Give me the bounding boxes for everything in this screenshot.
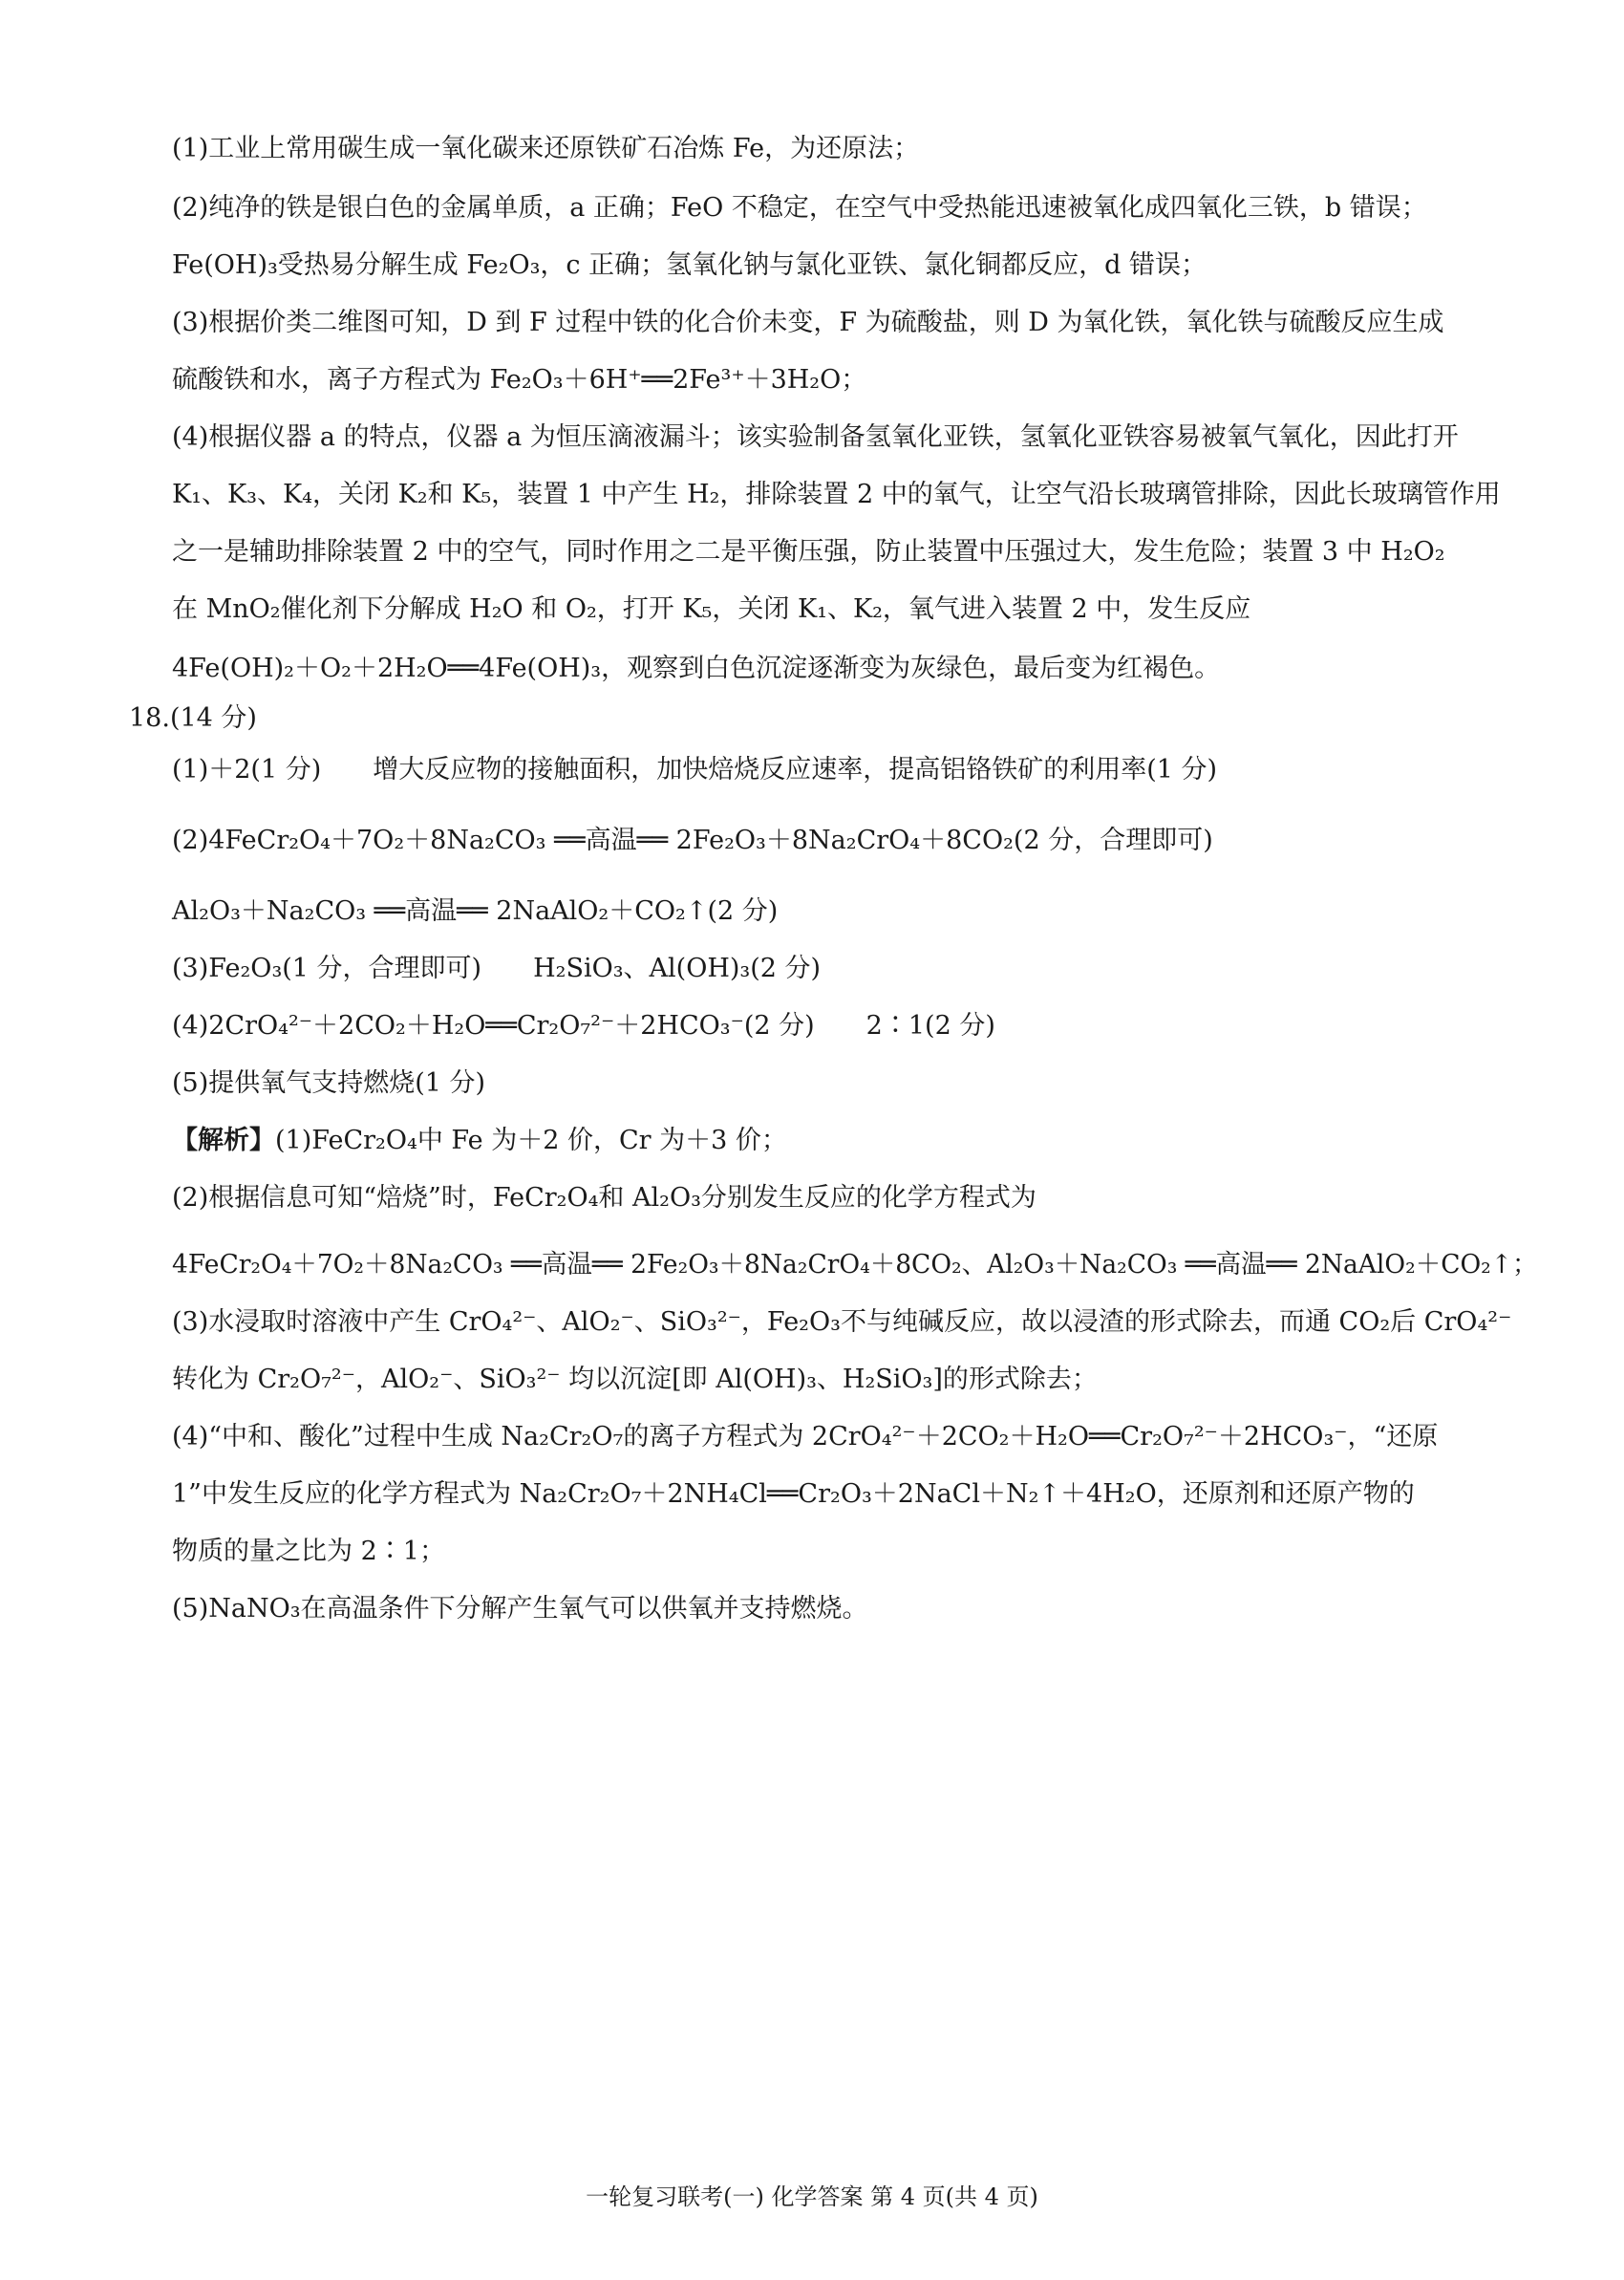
answer-line: (5)提供氧气支持燃烧(1 分): [172, 1068, 486, 1098]
text-line: (3)根据价类二维图可知，D 到 F 过程中铁的化合价未变，F 为硫酸盐，则 D 为氧化铁，氧化铁与硫酸反应生成: [172, 308, 1444, 337]
answer-line: (2)4FeCr₂O₄＋7O₂＋8Na₂CO₃ ══高温══ 2Fe₂O₃＋8Na₂CrO₄＋8CO₂(2 分，合理即可): [172, 826, 1213, 855]
text-line: 硫酸铁和水，离子方程式为 Fe₂O₃＋6H⁺══2Fe³⁺＋3H₂O；: [172, 365, 867, 395]
analysis-line: (3)水浸取时溶液中产生 CrO₄²⁻、AlO₂⁻、SiO₃²⁻，Fe₂O₃不与纯碱反应，故以浸渣的形式除去，而通 CO₂后 CrO₄²⁻: [172, 1307, 1512, 1337]
analysis-line: (4)“中和、酸化”过程中生成 Na₂Cr₂O₇的离子方程式为 2CrO₄²⁻＋2CO₂＋H₂O══Cr₂O₇²⁻＋2HCO₃⁻，“还原: [172, 1422, 1439, 1452]
answer-line: (3)Fe₂O₃(1 分，合理即可) H₂SiO₃、Al(OH)₃(2 分): [172, 954, 822, 983]
text-line: 之一是辅助排除装置 2 中的空气，同时作用之二是平衡压强，防止装置中压强过大，发生危险；装置 3 中 H₂O₂: [172, 537, 1445, 567]
analysis-text: (1)FeCr₂O₄中 Fe 为＋2 价，Cr 为＋3 价；: [275, 1126, 787, 1155]
text-line: (1)工业上常用碳生成一氧化碳来还原铁矿石冶炼 Fe，为还原法；: [172, 134, 920, 163]
text-line: (2)纯净的铁是银白色的金属单质，a 正确；FeO 不稳定，在空气中受热能迅速被氧化成四氧化三铁，b 错误；: [172, 193, 1427, 223]
analysis-line: (2)根据信息可知“焙烧”时，FeCr₂O₄和 Al₂O₃分别发生反应的化学方程式为: [172, 1183, 1036, 1213]
text-line: (4)根据仪器 a 的特点，仪器 a 为恒压滴液漏斗；该实验制备氢氧化亚铁，氢氧化亚铁容易被氧气氧化，因此打开: [172, 422, 1459, 452]
analysis-line: (5)NaNO₃在高温条件下分解产生氧气可以供氧并支持燃烧。: [172, 1594, 868, 1624]
answer-line: Al₂O₃＋Na₂CO₃ ══高温══ 2NaAlO₂＋CO₂↑(2 分): [172, 896, 779, 926]
text-line: Fe(OH)₃受热易分解生成 Fe₂O₃，c 正确；氢氧化钠与氯化亚铁、氯化铜都反应，d 错误；: [172, 250, 1207, 280]
analysis-line: [172, 1122, 787, 1160]
analysis-line: 4FeCr₂O₄＋7O₂＋8Na₂CO₃ ══高温══ 2Fe₂O₃＋8Na₂CrO₄＋8CO₂、Al₂O₃＋Na₂CO₃ ══高温══ 2NaAlO₂＋CO₂↑；: [172, 1250, 1538, 1280]
analysis-line: 物质的量之比为 2∶1；: [172, 1537, 445, 1566]
text-line: 4Fe(OH)₂＋O₂＋2H₂O══4Fe(OH)₃，观察到白色沉淀逐渐变为灰绿色，最后变为红褐色。: [172, 654, 1221, 683]
analysis-line: 1”中发生反应的化学方程式为 Na₂Cr₂O₇＋2NH₄Cl══Cr₂O₃＋2NaCl＋N₂↑＋4H₂O，还原剂和还原产物的: [172, 1479, 1415, 1509]
text-line: K₁、K₃、K₄，关闭 K₂和 K₅，装置 1 中产生 H₂，排除装置 2 中的氧气，让空气沿长玻璃管排除，因此长玻璃管作用: [172, 480, 1501, 509]
text-line: 在 MnO₂催化剂下分解成 H₂O 和 O₂，打开 K₅，关闭 K₁、K₂，氧气进入装置 2 中，发生反应: [172, 594, 1251, 624]
question-number: 18.(14 分): [129, 703, 257, 733]
answer-line: (4)2CrO₄²⁻＋2CO₂＋H₂O══Cr₂O₇²⁻＋2HCO₃⁻(2 分) 2∶1(2 分): [172, 1011, 995, 1041]
analysis-label: 【解析】: [172, 1126, 275, 1155]
analysis-line: 转化为 Cr₂O₇²⁻，AlO₂⁻、SiO₃²⁻ 均以沉淀[即 Al(OH)₃、H₂SiO₃]的形式除去；: [172, 1365, 1098, 1394]
page-footer: 一轮复习联考(一) 化学答案 第 4 页(共 4 页): [586, 2183, 1038, 2210]
answer-line: (1)＋2(1 分) 增大反应物的接触面积，加快焙烧反应速率，提高铝铬铁矿的利用率(1 分): [172, 755, 1218, 785]
